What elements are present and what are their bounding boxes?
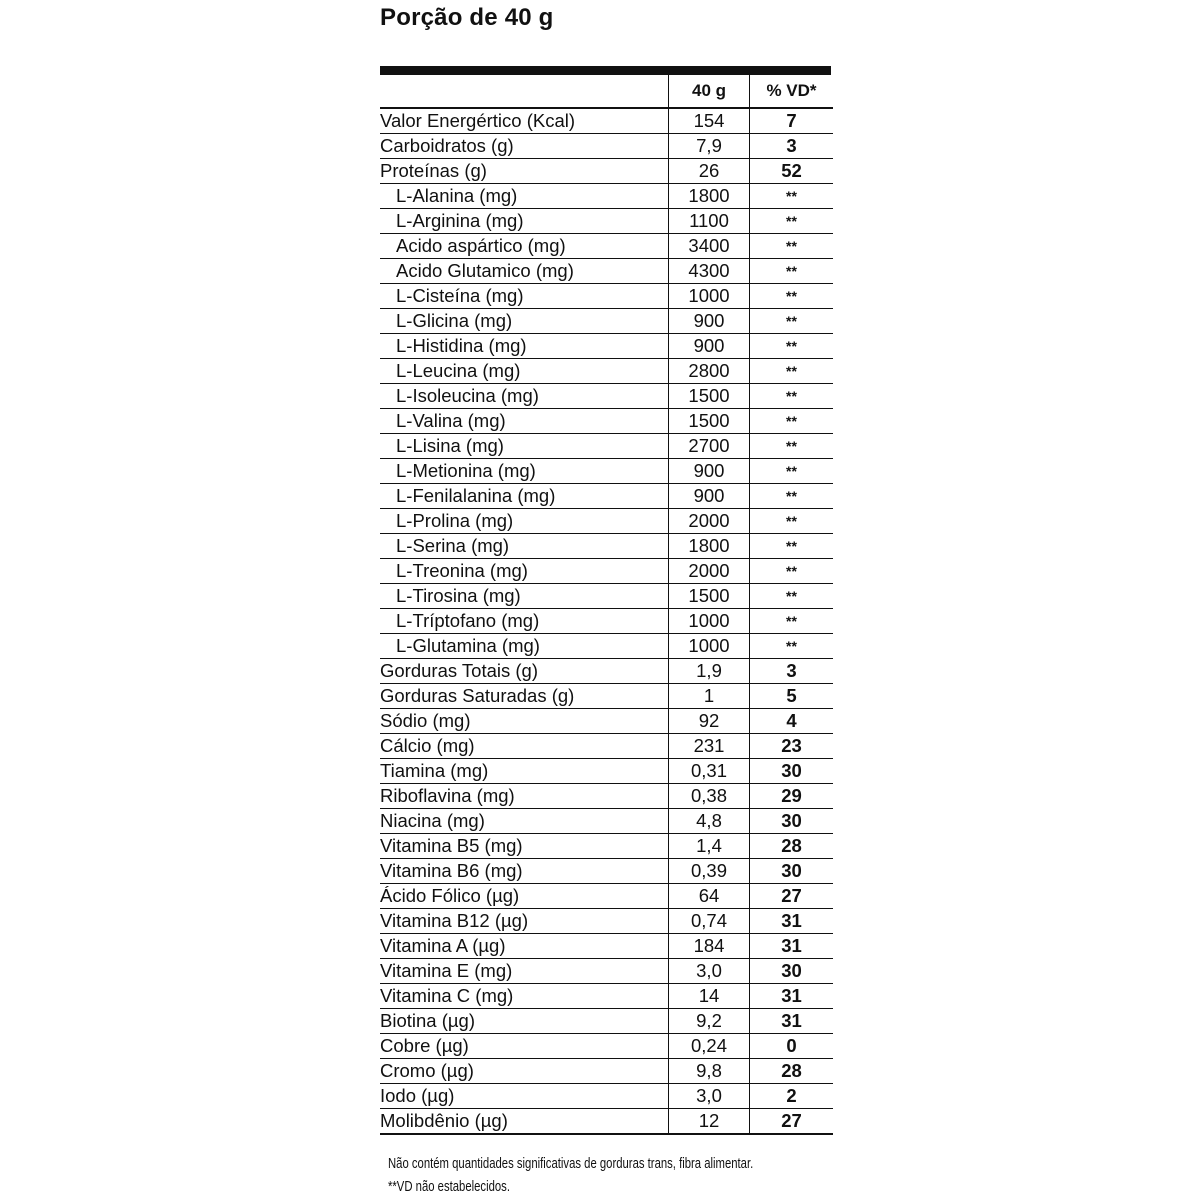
nutrient-amount: 4300 bbox=[669, 259, 750, 284]
nutrient-daily-value: ** bbox=[750, 384, 834, 409]
table-row bbox=[380, 259, 833, 284]
footnotes bbox=[388, 1153, 753, 1199]
nutrient-daily-value: 30 bbox=[750, 959, 834, 984]
table-row bbox=[380, 209, 833, 234]
table-row bbox=[380, 809, 833, 834]
nutrient-daily-value: 2 bbox=[750, 1084, 834, 1109]
nutrient-name: Biotina (µg) bbox=[380, 1009, 669, 1034]
nutrient-amount: 12 bbox=[669, 1109, 750, 1135]
table-row bbox=[380, 409, 833, 434]
footnote-trans-fat: Não contém quantidades significativas de gorduras trans, fibra alimentar. bbox=[388, 1156, 754, 1172]
nutrient-daily-value: ** bbox=[750, 509, 834, 534]
nutrient-name: Proteínas (g) bbox=[380, 159, 669, 184]
nutrient-daily-value: ** bbox=[750, 359, 834, 384]
table-row bbox=[380, 959, 833, 984]
nutrient-name: Vitamina C (mg) bbox=[380, 984, 669, 1009]
nutrient-name: L-Valina (mg) bbox=[380, 409, 669, 434]
nutrient-name: Vitamina B6 (mg) bbox=[380, 859, 669, 884]
nutrient-daily-value: 30 bbox=[750, 859, 834, 884]
nutrient-amount: 1 bbox=[669, 684, 750, 709]
nutrient-daily-value: 29 bbox=[750, 784, 834, 809]
nutrient-name: Ácido Fólico (µg) bbox=[380, 884, 669, 909]
nutrient-daily-value: ** bbox=[750, 434, 834, 459]
nutrient-amount: 1000 bbox=[669, 634, 750, 659]
table-row bbox=[380, 559, 833, 584]
table-row bbox=[380, 459, 833, 484]
table-row bbox=[380, 359, 833, 384]
nutrient-daily-value: 3 bbox=[750, 659, 834, 684]
nutrient-name: Cálcio (mg) bbox=[380, 734, 669, 759]
nutrient-name: L-Tirosina (mg) bbox=[380, 584, 669, 609]
nutrient-name: Molibdênio (µg) bbox=[380, 1109, 669, 1135]
nutrient-daily-value: ** bbox=[750, 609, 834, 634]
table-row bbox=[380, 434, 833, 459]
nutrient-amount: 1500 bbox=[669, 409, 750, 434]
nutrient-amount: 184 bbox=[669, 934, 750, 959]
nutrient-name: Vitamina B12 (µg) bbox=[380, 909, 669, 934]
table-row bbox=[380, 934, 833, 959]
table-row bbox=[380, 859, 833, 884]
nutrient-name: Vitamina E (mg) bbox=[380, 959, 669, 984]
table-row bbox=[380, 684, 833, 709]
nutrient-daily-value: ** bbox=[750, 459, 834, 484]
nutrient-daily-value: ** bbox=[750, 409, 834, 434]
table-row bbox=[380, 334, 833, 359]
nutrient-daily-value: 31 bbox=[750, 984, 834, 1009]
header-amount: 40 g bbox=[669, 75, 750, 108]
table-row bbox=[380, 509, 833, 534]
table-row bbox=[380, 234, 833, 259]
nutrient-name: L-Tríptofano (mg) bbox=[380, 609, 669, 634]
nutrient-name: L-Serina (mg) bbox=[380, 534, 669, 559]
table-row bbox=[380, 284, 833, 309]
nutrient-amount: 4,8 bbox=[669, 809, 750, 834]
nutrient-amount: 0,74 bbox=[669, 909, 750, 934]
nutrient-name: L-Isoleucina (mg) bbox=[380, 384, 669, 409]
nutrient-daily-value: 30 bbox=[750, 809, 834, 834]
nutrient-amount: 3400 bbox=[669, 234, 750, 259]
table-row bbox=[380, 534, 833, 559]
footnote-vd: **VD não estabelecidos. bbox=[388, 1179, 510, 1195]
nutrient-amount: 154 bbox=[669, 108, 750, 134]
nutrient-daily-value: 23 bbox=[750, 734, 834, 759]
nutrient-amount: 3,0 bbox=[669, 1084, 750, 1109]
nutrition-table bbox=[380, 75, 833, 1135]
nutrient-amount: 0,24 bbox=[669, 1034, 750, 1059]
nutrient-amount: 26 bbox=[669, 159, 750, 184]
nutrient-amount: 64 bbox=[669, 884, 750, 909]
nutrient-name: Valor Energértico (Kcal) bbox=[380, 108, 669, 134]
table-row bbox=[380, 659, 833, 684]
nutrient-daily-value: 27 bbox=[750, 884, 834, 909]
nutrient-daily-value: 4 bbox=[750, 709, 834, 734]
nutrient-name: Tiamina (mg) bbox=[380, 759, 669, 784]
table-row bbox=[380, 484, 833, 509]
table-row bbox=[380, 784, 833, 809]
nutrient-name: Gorduras Saturadas (g) bbox=[380, 684, 669, 709]
nutrient-name: L-Prolina (mg) bbox=[380, 509, 669, 534]
nutrient-name: Niacina (mg) bbox=[380, 809, 669, 834]
table-row bbox=[380, 309, 833, 334]
nutrient-daily-value: ** bbox=[750, 234, 834, 259]
nutrient-daily-value: ** bbox=[750, 559, 834, 584]
nutrient-name: L-Fenilalanina (mg) bbox=[380, 484, 669, 509]
nutrient-daily-value: ** bbox=[750, 534, 834, 559]
table-row bbox=[380, 634, 833, 659]
nutrient-name: Vitamina B5 (mg) bbox=[380, 834, 669, 859]
nutrient-name: L-Metionina (mg) bbox=[380, 459, 669, 484]
table-row bbox=[380, 1009, 833, 1034]
nutrient-daily-value: ** bbox=[750, 334, 834, 359]
nutrient-amount: 1000 bbox=[669, 609, 750, 634]
nutrient-name: Carboidratos (g) bbox=[380, 134, 669, 159]
header-daily-value: % VD* bbox=[750, 75, 834, 108]
table-row bbox=[380, 1059, 833, 1084]
nutrient-daily-value: ** bbox=[750, 259, 834, 284]
table-row bbox=[380, 1034, 833, 1059]
nutrient-amount: 0,38 bbox=[669, 784, 750, 809]
nutrient-daily-value: ** bbox=[750, 209, 834, 234]
nutrient-amount: 2000 bbox=[669, 559, 750, 584]
nutrient-amount: 900 bbox=[669, 309, 750, 334]
table-row bbox=[380, 134, 833, 159]
nutrient-daily-value: 28 bbox=[750, 1059, 834, 1084]
nutrient-daily-value: 0 bbox=[750, 1034, 834, 1059]
nutrient-amount: 2700 bbox=[669, 434, 750, 459]
nutrient-amount: 9,2 bbox=[669, 1009, 750, 1034]
nutrient-name: L-Glicina (mg) bbox=[380, 309, 669, 334]
nutrient-daily-value: 27 bbox=[750, 1109, 834, 1135]
nutrient-amount: 1500 bbox=[669, 384, 750, 409]
nutrient-daily-value: 5 bbox=[750, 684, 834, 709]
nutrient-daily-value: ** bbox=[750, 584, 834, 609]
nutrient-daily-value: 31 bbox=[750, 909, 834, 934]
nutrient-name: L-Cisteína (mg) bbox=[380, 284, 669, 309]
nutrient-daily-value: ** bbox=[750, 484, 834, 509]
table-row bbox=[380, 159, 833, 184]
nutrient-daily-value: ** bbox=[750, 184, 834, 209]
nutrient-amount: 1,9 bbox=[669, 659, 750, 684]
nutrient-daily-value: ** bbox=[750, 634, 834, 659]
table-row bbox=[380, 108, 833, 134]
nutrient-amount: 1100 bbox=[669, 209, 750, 234]
nutrient-amount: 900 bbox=[669, 459, 750, 484]
nutrient-name: Cobre (µg) bbox=[380, 1034, 669, 1059]
table-row bbox=[380, 384, 833, 409]
table-row bbox=[380, 734, 833, 759]
nutrient-name: L-Lisina (mg) bbox=[380, 434, 669, 459]
nutrient-daily-value: 28 bbox=[750, 834, 834, 859]
nutrient-amount: 2800 bbox=[669, 359, 750, 384]
table-row bbox=[380, 834, 833, 859]
nutrient-amount: 14 bbox=[669, 984, 750, 1009]
table-row bbox=[380, 184, 833, 209]
header-nutrient bbox=[380, 75, 669, 108]
table-header-row bbox=[380, 75, 833, 108]
nutrient-daily-value: ** bbox=[750, 309, 834, 334]
nutrient-daily-value: ** bbox=[750, 284, 834, 309]
nutrient-amount: 92 bbox=[669, 709, 750, 734]
nutrient-name: Vitamina A (µg) bbox=[380, 934, 669, 959]
nutrient-daily-value: 31 bbox=[750, 1009, 834, 1034]
nutrient-amount: 9,8 bbox=[669, 1059, 750, 1084]
nutrient-amount: 0,39 bbox=[669, 859, 750, 884]
nutrient-name: L-Treonina (mg) bbox=[380, 559, 669, 584]
nutrient-daily-value: 3 bbox=[750, 134, 834, 159]
table-row bbox=[380, 884, 833, 909]
header-rule bbox=[380, 66, 831, 75]
nutrient-name: Gorduras Totais (g) bbox=[380, 659, 669, 684]
nutrient-name: Cromo (µg) bbox=[380, 1059, 669, 1084]
table-row bbox=[380, 709, 833, 734]
nutrient-daily-value: 7 bbox=[750, 108, 834, 134]
table-body bbox=[380, 108, 833, 1134]
nutrient-name: L-Alanina (mg) bbox=[380, 184, 669, 209]
nutrient-amount: 900 bbox=[669, 484, 750, 509]
nutrient-name: Acido Glutamico (mg) bbox=[380, 259, 669, 284]
page-title: Porção de 40 g bbox=[380, 4, 554, 31]
nutrient-daily-value: 52 bbox=[750, 159, 834, 184]
nutrient-amount: 0,31 bbox=[669, 759, 750, 784]
nutrient-name: L-Histidina (mg) bbox=[380, 334, 669, 359]
table-row bbox=[380, 609, 833, 634]
nutrient-amount: 900 bbox=[669, 334, 750, 359]
nutrient-name: Sódio (mg) bbox=[380, 709, 669, 734]
nutrient-amount: 7,9 bbox=[669, 134, 750, 159]
nutrient-amount: 3,0 bbox=[669, 959, 750, 984]
nutrient-amount: 1000 bbox=[669, 284, 750, 309]
table-row bbox=[380, 984, 833, 1009]
nutrient-amount: 2000 bbox=[669, 509, 750, 534]
nutrient-name: Iodo (µg) bbox=[380, 1084, 669, 1109]
table-row bbox=[380, 759, 833, 784]
nutrient-name: L-Leucina (mg) bbox=[380, 359, 669, 384]
table-row bbox=[380, 1109, 833, 1135]
nutrient-amount: 231 bbox=[669, 734, 750, 759]
nutrient-daily-value: 30 bbox=[750, 759, 834, 784]
table-row bbox=[380, 1084, 833, 1109]
table-row bbox=[380, 909, 833, 934]
nutrient-amount: 1800 bbox=[669, 184, 750, 209]
nutrient-daily-value: 31 bbox=[750, 934, 834, 959]
nutrient-amount: 1800 bbox=[669, 534, 750, 559]
nutrient-name: L-Arginina (mg) bbox=[380, 209, 669, 234]
nutrient-name: Acido aspártico (mg) bbox=[380, 234, 669, 259]
nutrient-name: L-Glutamina (mg) bbox=[380, 634, 669, 659]
table-row bbox=[380, 584, 833, 609]
nutrient-name: Riboflavina (mg) bbox=[380, 784, 669, 809]
nutrient-amount: 1,4 bbox=[669, 834, 750, 859]
nutrient-amount: 1500 bbox=[669, 584, 750, 609]
